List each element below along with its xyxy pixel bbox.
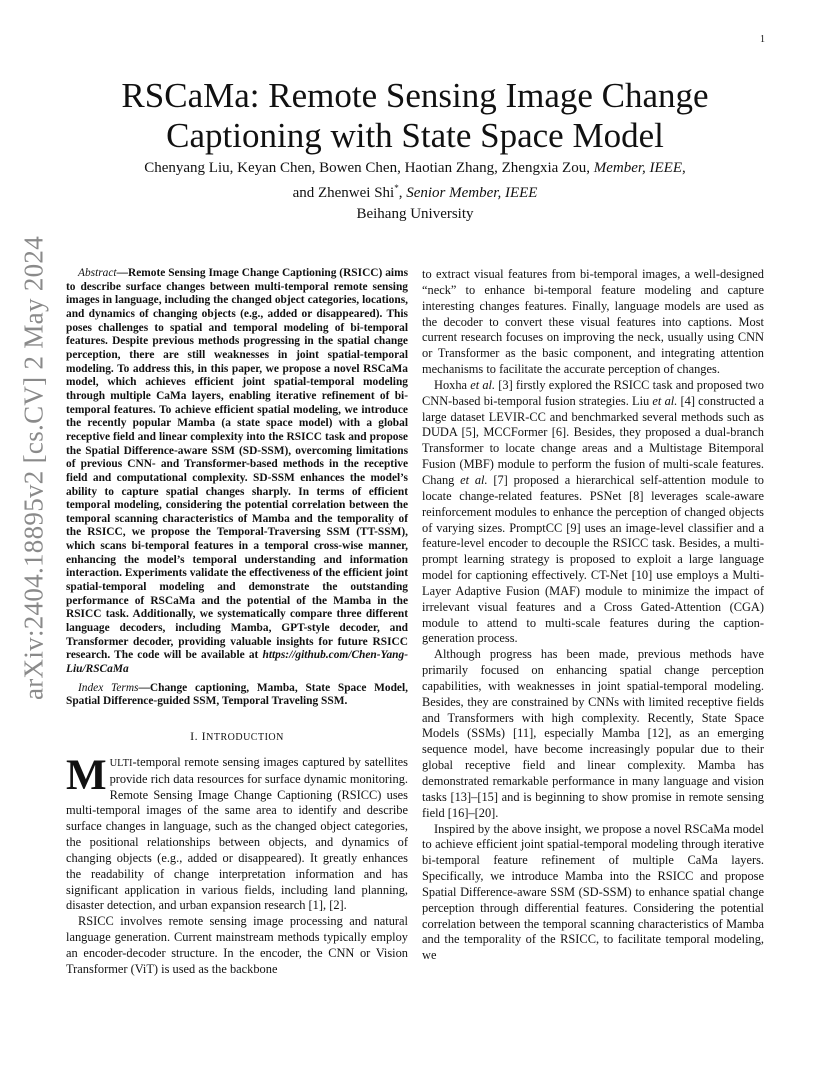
paper-title bbox=[70, 76, 760, 156]
index-terms-label: Index Terms bbox=[78, 681, 139, 694]
affiliation: Beihang University bbox=[356, 206, 474, 222]
author-names-1: Chenyang Liu, Keyan Chen, Bowen Chen, Haotian Zhang, Zhengxia Zou, bbox=[144, 160, 594, 176]
left-column bbox=[66, 267, 408, 978]
p2-etal-2: et al. bbox=[652, 393, 678, 408]
section-number: I. bbox=[190, 729, 202, 743]
index-terms bbox=[66, 682, 408, 709]
author-role-1: Member, IEEE bbox=[593, 160, 683, 176]
title-line-2: Captioning with State Space Model bbox=[166, 116, 664, 155]
title-line-1: RSCaMa: Remote Sensing Image Change bbox=[121, 76, 709, 115]
author-names-2: and Zhenwei Shi bbox=[292, 185, 395, 201]
author-sep-2: , bbox=[398, 185, 407, 201]
p2-seg-b: [3] firstly explored the RSICC task and proposed two CNN-based bi-temporal fusion strategies. Liu bbox=[422, 377, 764, 408]
right-paragraph-3: Although progress has been made, previous methods have primarily focused on enhancing spatial change perception capabilities, with weaknesses in joint spatial-temporal modeling. Besides, they are constrained by CNNs with limited receptive fields and Transformers with high complexity. Recently, State Space Models (SSMs) [11], especially Mamba [12], as an emerging sequence model, have become increasingly popular due to their global receptive field and linear complexity. Mamba has demonstrated remarkable performance in many language and vision tasks [13]–[15] and is beginning to show promise in remote sensing field [16]–[20]. bbox=[422, 647, 764, 820]
abstract-text: —Remote Sensing Image Change Captioning (RSICC) aims to describe surface changes between multi-temporal remote sensing images in language, including the changed object categories, locations, and dynamics of changing objects (e.g., added or disappeared). This poses challenges to spatial and temporal modeling of bi-temporal features. Despite previous methods progressing in the spatial change perception, there are still weaknesses in joint spatial-temporal modeling. To address this, in this paper, we propose a novel RSCaMa model, which achieves efficient joint spatial-temporal modeling through multiple CaMa layers, enabling iterative refinement of bi-temporal features. To achieve efficient spatial modeling, we introduce the recently popular Mamba (a state space model) with a global receptive field and linear complexity into the RSICC task and propose the Spatial Difference-aware SSM (SD-SSM), overcoming limitations of previous CNN- and Transformer-based methods in the receptive field and computational complexity. SD-SSM enhances the model’s ability to capture spatial changes sharply. In terms of efficient temporal modeling, considering the potential correlation between the temporal scanning characteristics of Mamba and the temporality of the RSICC, we propose the Temporal-Traversing SSM (TT-SSM), which scans bi-temporal features in a temporal cross-wise manner, enhancing the model’s temporal understanding and information interaction. Experiments validate the effectiveness of the efficient joint spatial-temporal modeling and demonstrate the outstanding performance of RSCaMa and the potential of the Mamba in the RSICC task. Additionally, we systematically compare three different language decoders, including Mamba, GPT-style decoder, and Transformer decoder, providing valuable insights for future RSICC research. The code will be available at bbox=[66, 267, 408, 662]
intro-p1-text: -temporal remote sensing images captured by satellites provide rich data resources for surface dynamic monitoring. Remote Sensing Image Change Captioning (RSICC) uses multi-temporal images of the same area to identify and describe surface changes in language, such as the changed object categories, the positional relationships between objects, and dynamics of changing objects (e.g., added or disappeared). It greatly enhances the readability of change interpretation information and has significant application in various fields, including land planning, disaster detection, and urban expansion research [1], [2]. bbox=[66, 754, 408, 913]
author-role-2: Senior Member, IEEE bbox=[406, 185, 538, 201]
p2-etal-1: et al. bbox=[470, 377, 496, 392]
drop-cap: M bbox=[66, 751, 107, 799]
intro-smallcaps: ULTI bbox=[109, 757, 133, 769]
intro-paragraph-2: RSICC involves remote sensing image processing and natural language generation. Current mainstream methods typically employ an encoder-decoder structure. In the encoder, the CNN or Vision Transformer (ViT) is used as the backbone bbox=[66, 914, 408, 976]
author-line-2 bbox=[70, 178, 760, 203]
arxiv-stamp-text: arXiv:2404.18895v2 [cs.CV] 2 May 2024 bbox=[18, 235, 49, 701]
index-terms-text: —Change captioning, Mamba, State Space Model, Spatial Difference-guided SSM, Temporal Traveling SSM. bbox=[66, 681, 408, 708]
p2-etal-3: et al. bbox=[460, 472, 488, 487]
p2-seg-d: [7] proposed a hierarchical self-attention module to locate change-related features. PSNet [8] leverages scale-aware reinforcement modules to enhance the perception of changed objects of varying sizes. PromptCC [9] uses an image-level classifier and a feature-level encoder to decouple the RSICC task. Besides, a multi-prompt learning strategy is proposed to exploit a large language model for captioning effectively. CT-Net [10] use employs a Multi-Layer Adaptive Fusion (MAF) module to minimize the impact of irrelevant visual features and a Cross Gated-Attention (CGA) module to attend to multi-scale features during the caption-generation process. bbox=[422, 472, 764, 646]
right-column bbox=[422, 267, 764, 964]
intro-paragraph-1 bbox=[66, 751, 408, 914]
section-heading-introduction bbox=[66, 729, 408, 746]
author-sep-1: , bbox=[682, 160, 686, 176]
right-paragraph-2 bbox=[422, 378, 764, 647]
corresponding-author-mark: * bbox=[394, 183, 399, 193]
p2-seg-c: [4] constructed a large dataset LEVIR-CC and benchmarked several methods such as DUDA [5], MCCFormer [6]. Besides, they proposed a dual-branch Transformer to locate change areas and a Multistage Bitemporal Fusion (MBF) module to perform the fusion of multi-scale features. Chang bbox=[422, 393, 764, 487]
right-paragraph-4: Inspired by the above insight, we propose a novel RSCaMa model to achieve efficient joint spatial-temporal modeling through iterative bi-temporal feature refinement of multiple CaMa layers. Specifically, we introduce Mamba into the RSICC and propose Spatial Difference-aware SSM (SD-SSM) to enhance spatial change perception through differential features. Considering the potential correlation between the temporal scanning characteristics of Mamba and the temporality of the RSICC, to facilitate temporal modeling, we bbox=[422, 821, 764, 963]
section-name-rest: NTRODUCTION bbox=[206, 732, 284, 743]
author-line-1 bbox=[70, 158, 760, 178]
section-name-initial: I bbox=[201, 729, 207, 743]
right-paragraph-1: to extract visual features from bi-temporal images, a well-designed “neck” to enhance bi-temporal feature modeling and capture interesting changes features. Finally, language models are used as the decoder to convert these visual features into captions. Most current research focuses on improving the neck, usually using CNN or Transformer as the basic component, and integrating attention mechanisms to facilitate the accurate perception of changes. bbox=[422, 267, 764, 377]
author-list bbox=[70, 158, 760, 203]
p2-seg-a: Hoxha bbox=[434, 377, 471, 392]
page-number: 1 bbox=[760, 34, 765, 45]
code-link[interactable]: https://github.com/Chen-Yang-Liu/RSCaMa bbox=[66, 649, 408, 676]
abstract-label: Abstract bbox=[78, 267, 117, 279]
abstract bbox=[66, 267, 408, 677]
